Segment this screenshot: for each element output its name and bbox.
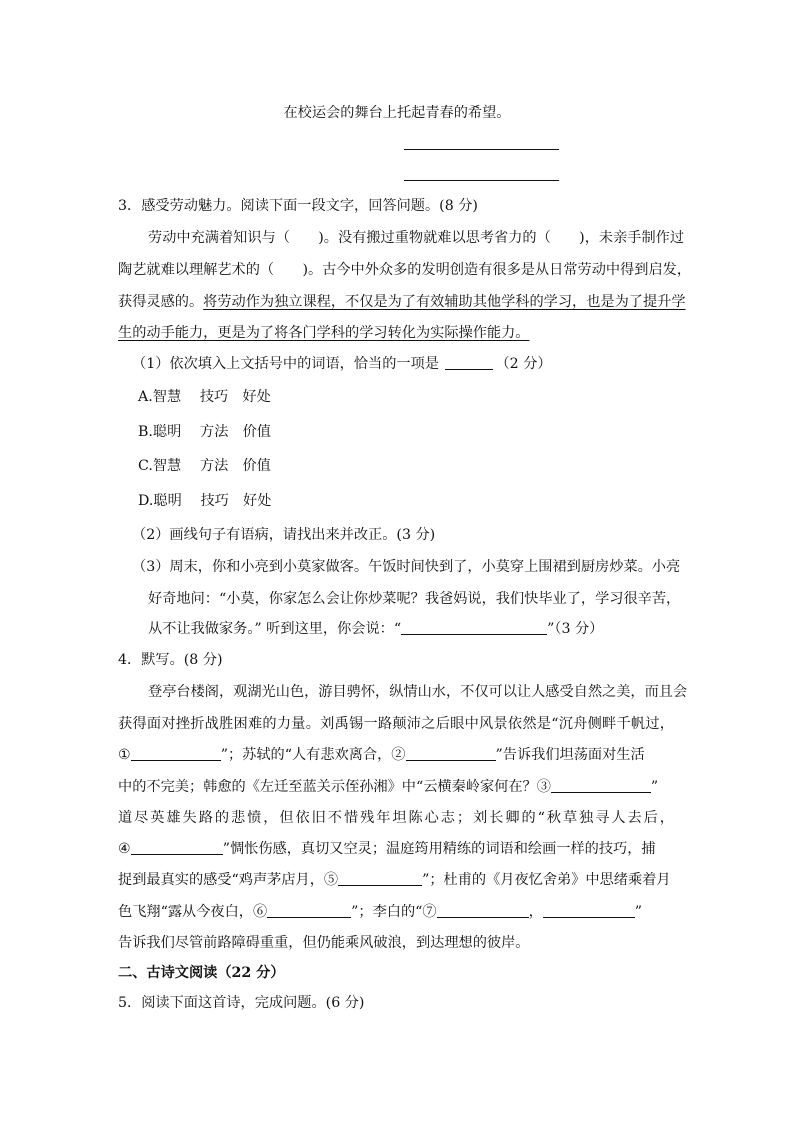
q3-passage-line-3: [118, 292, 686, 312]
sub1-answer-blank[interactable]: [445, 355, 493, 370]
q3-sub2: （2）画线句子有语病，请找出来并改正。(3 分): [132, 527, 436, 543]
closing-line: 在校运会的舞台上托起青春的希望。: [283, 105, 511, 121]
q3-sub3-line-3: [148, 619, 708, 639]
option-a: A.智慧 技巧 好处: [138, 389, 271, 405]
passage-text: 获得灵感的。: [118, 294, 204, 310]
q4-line-4: [118, 777, 678, 797]
q3-passage-line-2: 陶艺就难以理解艺术的（ )。古今中外众多的发明创造有很多是从日常劳动中得到启发，: [118, 262, 692, 278]
answer-blank-2[interactable]: [406, 746, 496, 761]
q4-line-9: 告诉我们尽管前路障碍重重，但仍能乘风破浪，到达理想的彼岸。: [118, 935, 530, 951]
answer-blank-5[interactable]: [338, 871, 422, 886]
q4-line-7: [118, 870, 678, 890]
q4-text: ，: [528, 904, 543, 920]
answer-rule-1: [404, 149, 559, 150]
answer-rule-2: [404, 180, 559, 181]
option-d: D.聪明 技巧 好处: [138, 493, 272, 509]
option-b: B.聪明 方法 价值: [138, 424, 271, 440]
sub3-score: ”（3 分）: [547, 621, 604, 637]
q4-text: 中的不完美；韩愈的《左迁至蓝关示侄孙湘》中“云横秦岭家何在？③: [118, 779, 551, 795]
q3-sub1: [132, 354, 692, 374]
q3-heading: 3．感受劳动魅力。阅读下面一段文字，回答问题。(8 分): [118, 198, 478, 214]
q4-text: ”: [634, 904, 643, 920]
q4-line-2: 获得面对挫折战胜困难的力量。刘禹锡一路颠沛之后眼中风景依然是“沉舟侧畔千帆过，: [118, 716, 674, 732]
underlined-sentence-cont: 生的动手能力，更是为了将各门学科的学习转化为实际操作能力。: [118, 325, 530, 341]
blank-label-4: ④: [118, 841, 131, 857]
q4-line-8: [118, 902, 678, 922]
q4-text: ”: [650, 779, 659, 795]
answer-blank-7b[interactable]: [543, 903, 635, 918]
q5-heading: 5．阅读下面这首诗，完成问题。(6 分): [118, 995, 365, 1011]
option-c: C.智慧 方法 价值: [138, 458, 271, 474]
q3-passage-line-1: 劳动中充满着知识与（ )。没有搬过重物就难以思考省力的（ )，未亲手制作过: [148, 230, 685, 246]
q3-sub3-line-2: 好奇地问：“小莫，你家怎么会让你炒菜呢？我爸妈说，我们快毕业了，学习很辛苦，: [148, 591, 681, 607]
sub1-prompt: （1）依次填入上文括号中的词语，恰当的一项是: [132, 356, 439, 372]
answer-blank-4[interactable]: [131, 840, 223, 855]
underlined-sentence: 将劳动作为独立课程，不仅是为了有效辅助其他学科的学习，也是为了提升学: [203, 294, 686, 310]
q4-text: ”；苏轼的“人有悲欢离合，②: [220, 747, 406, 763]
sub1-score: （2 分）: [495, 356, 552, 372]
section-2-heading: 二、古诗文阅读（22 分）: [118, 965, 285, 981]
answer-blank-7a[interactable]: [437, 903, 529, 918]
answer-blank-3[interactable]: [551, 778, 651, 793]
sub3-text: 从不让我做家务。” 听到这里，你会说：“: [148, 621, 402, 637]
blank-label-1: ①: [118, 747, 131, 763]
q4-text: ”；杜甫的《月夜忆舍弟》中思绪乘着月: [422, 872, 671, 888]
q4-text: ”告诉我们坦荡面对生活: [495, 747, 645, 763]
answer-blank-1[interactable]: [131, 746, 221, 761]
q3-sub3-line-1: （3）周末，你和小亮到小莫家做客。午饭时间快到了，小莫穿上围裙到厨房炒菜。小亮: [132, 559, 681, 575]
q3-passage-line-4: [118, 323, 678, 343]
q4-line-5: 道尽英雄失路的悲愤，但依旧不惜残年坦陈心志；刘长卿的“秋草独寻人去后，: [118, 810, 674, 826]
q4-text: 捉到最真实的感受“鸡声茅店月，⑤: [118, 872, 339, 888]
q4-line-3: [118, 745, 678, 765]
answer-blank-6[interactable]: [267, 903, 351, 918]
q4-heading: 4．默写。(8 分): [118, 652, 223, 668]
q4-text: ”；李白的“⑦: [351, 904, 437, 920]
q4-line-1: 登亭台楼阁，观湖光山色，游目骋怀，纵情山水，不仅可以让人感受自然之美，而且会: [148, 684, 688, 700]
q4-text: 色飞翔“露从今夜白，⑥: [118, 904, 268, 920]
sub3-answer-blank[interactable]: [401, 620, 547, 635]
q4-text: ”惆怅伤感，真切又空灵；温庭筠用精练的词语和绘画一样的技巧，捕: [222, 841, 656, 857]
q4-line-6: [118, 839, 678, 859]
